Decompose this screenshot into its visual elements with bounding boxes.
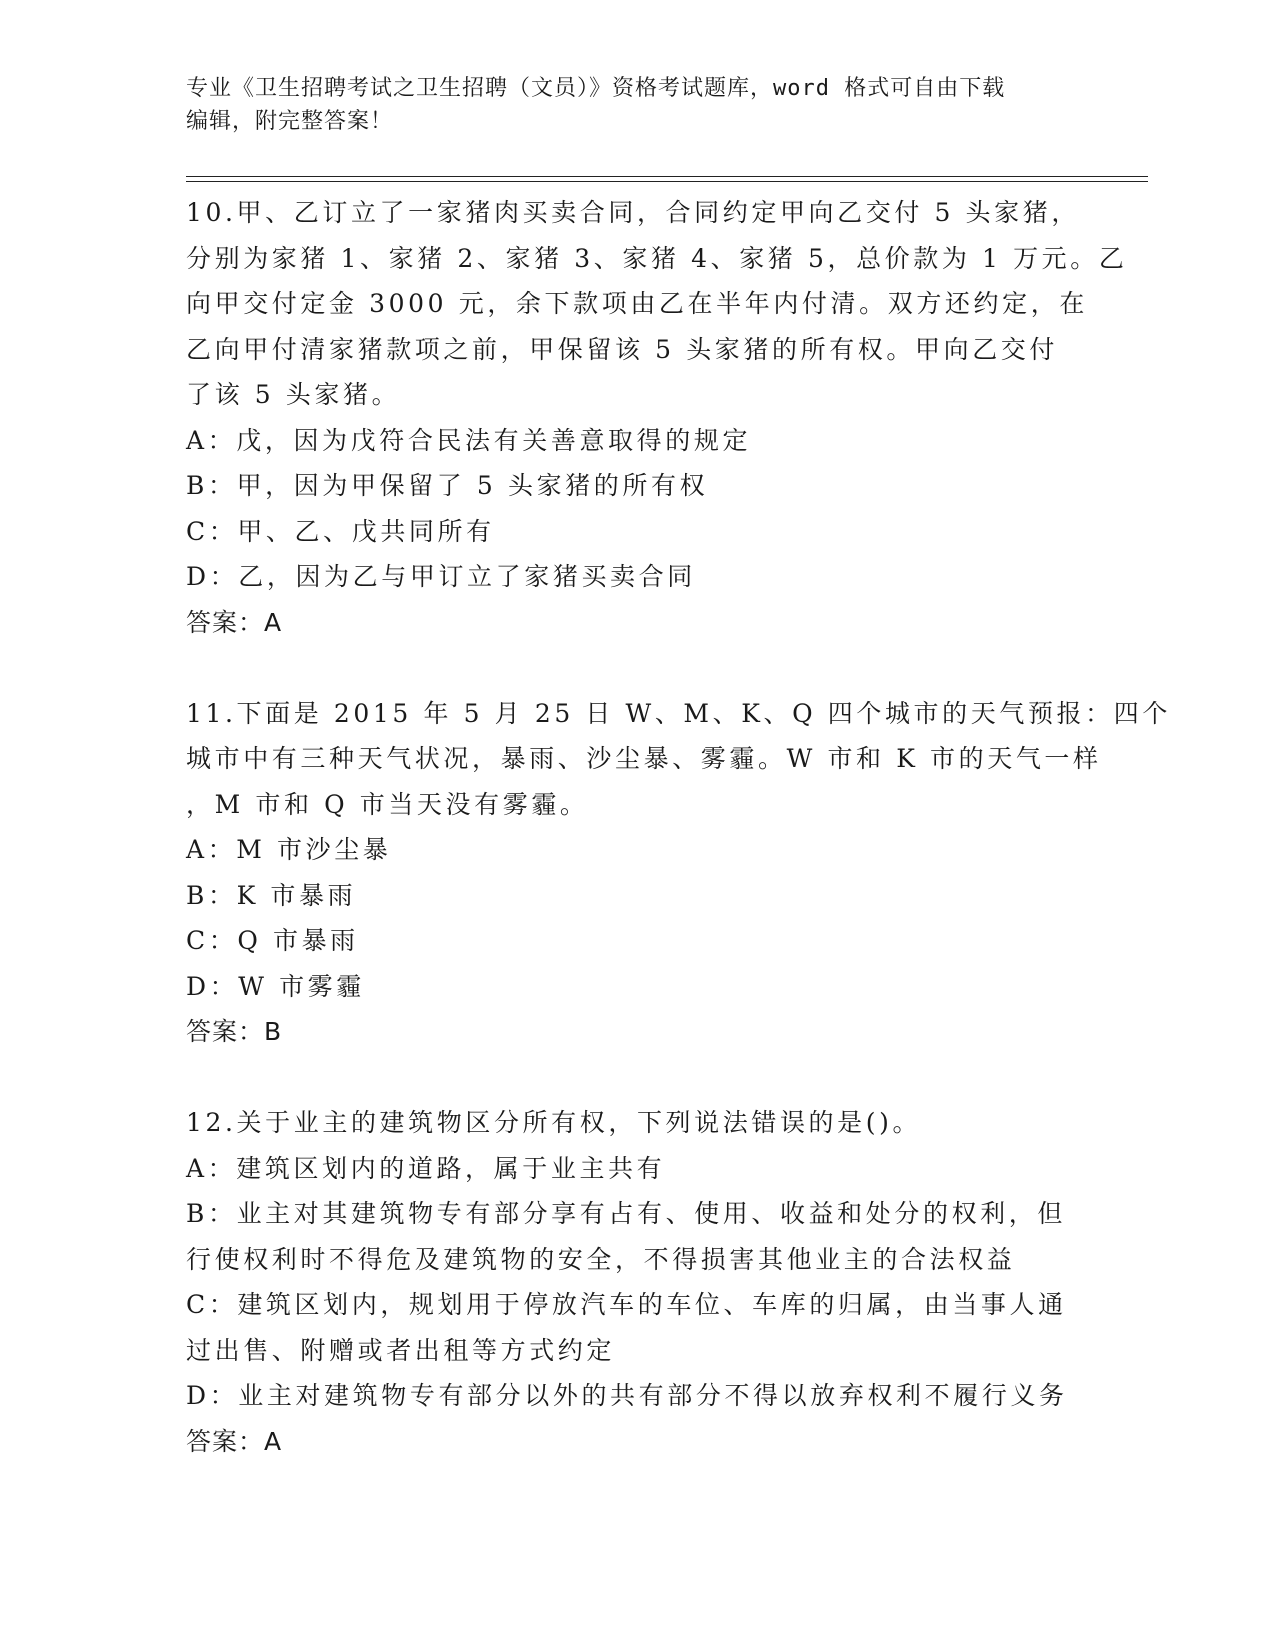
option-c: C：Q 市暴雨 xyxy=(186,926,359,955)
question-11 xyxy=(186,691,1171,1055)
answer-label: 答案：A xyxy=(186,1426,283,1456)
option-c-continued: 过出售、附赠或者出租等方式约定 xyxy=(186,1335,616,1365)
question-spacer xyxy=(186,1055,1086,1101)
option-a: A：戊，因为戊符合民法有关善意取得的规定 xyxy=(186,425,752,455)
option-d: D：W 市雾霾 xyxy=(186,971,365,1001)
question-text-line: 分别为家猪 1、家猪 2、家猪 3、家猪 4、家猪 5，总价款为 1 万元。乙 xyxy=(186,243,1128,273)
header-line-1: 专业《卫生招聘考试之卫生招聘（文员）》资格考试题库，word 格式可自由下载 xyxy=(186,76,1006,101)
header-line-2: 编辑，附完整答案！ xyxy=(186,109,394,134)
option-d: D：乙，因为乙与甲订立了家猪买卖合同 xyxy=(186,562,696,591)
option-c: C：建筑区划内，规划用于停放汽车的车位、车库的归属，由当事人通 xyxy=(186,1290,1067,1319)
option-c: C：甲、乙、戊共同所有 xyxy=(186,516,495,546)
answer-label: 答案：B xyxy=(186,1017,283,1046)
option-b: B：甲，因为甲保留了 5 头家猪的所有权 xyxy=(186,471,709,500)
question-text-line: 了该 5 头家猪。 xyxy=(186,380,401,409)
option-b: B：业主对其建筑物专有部分享有占有、使用、收益和处分的权利，但 xyxy=(186,1199,1066,1228)
question-text-line: 12.关于业主的建筑物区分所有权，下列说法错误的是()。 xyxy=(186,1108,922,1137)
option-a: A：M 市沙尘暴 xyxy=(186,835,392,864)
option-a: A：建筑区划内的道路，属于业主共有 xyxy=(186,1153,666,1183)
question-spacer xyxy=(186,645,1086,691)
question-12 xyxy=(186,1100,1086,1464)
document-header xyxy=(186,72,1086,138)
option-b-continued: 行使权利时不得危及建筑物的安全，不得损害其他业主的合法权益 xyxy=(186,1244,1016,1274)
option-d: D：业主对建筑物专有部分以外的共有部分不得以放弃权利不履行义务 xyxy=(186,1381,1068,1410)
question-list xyxy=(186,190,1171,1464)
question-text-line: 向甲交付定金 3000 元，余下款项由乙在半年内付清。双方还约定，在 xyxy=(186,289,1088,318)
header-divider-top xyxy=(186,176,1148,177)
question-text-line: 11.下面是 2015 年 5 月 25 日 W、M、K、Q 四个城市的天气预报：四个 xyxy=(186,698,1171,728)
option-b: B：K 市暴雨 xyxy=(186,880,357,910)
question-10 xyxy=(186,190,1128,645)
question-text-line: 乙向甲付清家猪款项之前，甲保留该 5 头家猪的所有权。甲向乙交付 xyxy=(186,334,1059,364)
question-text-line: ，M 市和 Q 市当天没有雾霾。 xyxy=(186,789,589,819)
answer-label: 答案：A xyxy=(186,607,283,637)
question-text-line: 10.甲、乙订立了一家猪肉买卖合同，合同约定甲向乙交付 5 头家猪， xyxy=(186,198,1080,227)
question-text-line: 城市中有三种天气状况，暴雨、沙尘暴、雾霾。W 市和 K 市的天气一样 xyxy=(186,744,1102,773)
header-divider-bottom xyxy=(186,181,1148,182)
